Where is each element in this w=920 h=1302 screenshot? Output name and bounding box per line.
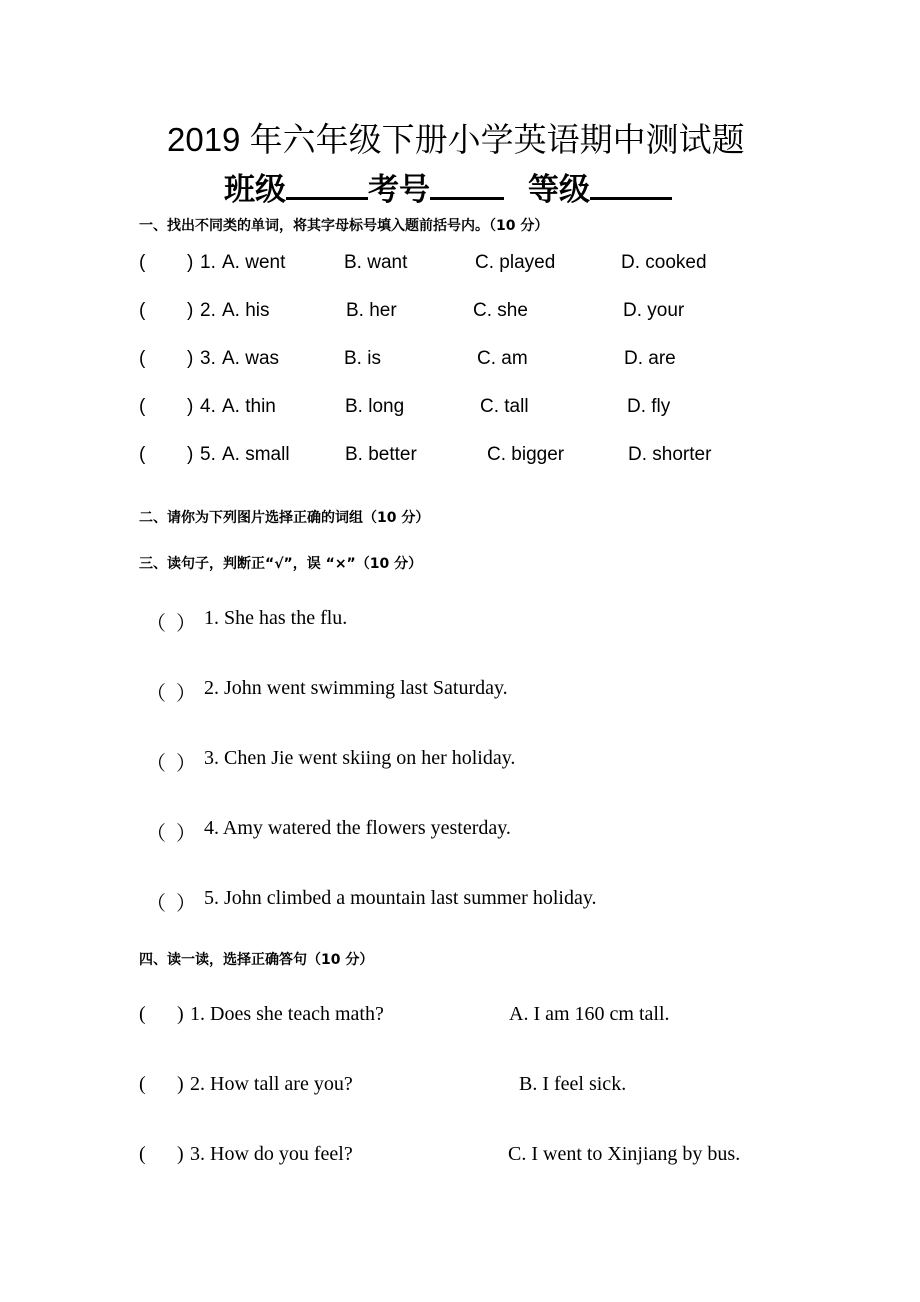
option-b: B. better [345, 444, 417, 465]
answer-paren-open[interactable]: ( [139, 1143, 146, 1165]
section-1-heading: 一、找出不同类的单词，将其字母标号填入题前括号内。（10 分） [139, 218, 549, 234]
option-c: C. tall [480, 396, 529, 417]
option-b: B. is [344, 348, 381, 369]
question-text: 2. How tall are you? [190, 1073, 353, 1095]
class-label: 班级 [224, 172, 286, 208]
option-c: C. she [473, 300, 528, 321]
answer-paren-close: ) [187, 252, 194, 273]
option-b: B. her [346, 300, 397, 321]
answer-paren-open[interactable]: ( [139, 396, 146, 417]
header-fields [224, 164, 672, 209]
option-a: A. was [222, 348, 280, 369]
class-blank[interactable] [286, 170, 368, 200]
section-3-heading: 三、读句子，判断正“√”，误 “×”（10 分） [139, 556, 423, 572]
answer-paren-open[interactable]: （ [146, 683, 166, 705]
page-title: 2019 年六年级下册小学英语期中测试题 [167, 121, 745, 158]
answer-paren-open[interactable]: ( [139, 252, 146, 273]
answer-option: B. I feel sick. [519, 1073, 627, 1095]
answer-paren-open[interactable]: ( [139, 1003, 146, 1025]
option-c: C. am [477, 348, 528, 369]
answer-paren-close: ） [176, 613, 196, 635]
answer-paren-close: ) [187, 444, 194, 465]
question-text: 1. Does she teach math? [190, 1003, 384, 1025]
answer-paren-open[interactable]: （ [146, 613, 166, 635]
answer-paren-close: ) [187, 300, 194, 321]
question-number: 4. [200, 396, 216, 417]
answer-option: A. I am 160 cm tall. [509, 1003, 670, 1025]
option-c: C. bigger [487, 444, 565, 465]
section-4-heading: 四、读一读，选择正确答句（10 分） [139, 952, 374, 968]
answer-option: C. I went to Xinjiang by bus. [508, 1143, 741, 1165]
answer-paren-open[interactable]: ( [139, 444, 146, 465]
option-b: B. want [344, 252, 408, 273]
answer-paren-close: ） [176, 753, 196, 775]
answer-paren-close: ) [187, 396, 194, 417]
question-number: 1. [200, 252, 216, 273]
statement-text: 1. She has the flu. [204, 607, 348, 629]
statement-text: 5. John climbed a mountain last summer holiday. [204, 887, 597, 909]
grade-label: 等级 [528, 172, 590, 208]
option-a: A. his [222, 300, 270, 321]
option-a: A. went [222, 252, 286, 273]
answer-paren-close: ) [187, 348, 194, 369]
answer-paren-close: ) [177, 1003, 184, 1025]
answer-paren-open[interactable]: ( [139, 348, 146, 369]
grade-blank[interactable] [590, 170, 672, 200]
answer-paren-close: ） [176, 683, 196, 705]
statement-text: 2. John went swimming last Saturday. [204, 677, 508, 699]
option-b: B. long [345, 396, 405, 417]
question-text: 3. How do you feel? [190, 1143, 353, 1165]
option-d: D. fly [627, 396, 671, 417]
question-number: 5. [200, 444, 216, 465]
statement-text: 3. Chen Jie went skiing on her holiday. [204, 747, 516, 769]
answer-paren-open[interactable]: ( [139, 300, 146, 321]
statement-text: 4. Amy watered the flowers yesterday. [204, 817, 511, 839]
answer-paren-open[interactable]: ( [139, 1073, 146, 1095]
question-number: 3. [200, 348, 216, 369]
answer-paren-open[interactable]: （ [146, 823, 166, 845]
answer-paren-close: ) [177, 1143, 184, 1165]
option-d: D. cooked [621, 252, 707, 273]
exam-number-label: 考号 [368, 172, 430, 208]
answer-paren-open[interactable]: （ [146, 753, 166, 775]
option-a: A. small [222, 444, 290, 465]
option-c: C. played [475, 252, 556, 273]
option-d: D. shorter [628, 444, 712, 465]
section-2-heading: 二、请你为下列图片选择正确的词组（10 分） [139, 510, 430, 526]
answer-paren-open[interactable]: （ [146, 893, 166, 915]
answer-paren-close: ） [176, 823, 196, 845]
answer-paren-close: ） [176, 893, 196, 915]
option-a: A. thin [222, 396, 276, 417]
option-d: D. are [624, 348, 676, 369]
exam-number-blank[interactable] [430, 170, 504, 200]
question-number: 2. [200, 300, 216, 321]
answer-paren-close: ) [177, 1073, 184, 1095]
option-d: D. your [623, 300, 685, 321]
